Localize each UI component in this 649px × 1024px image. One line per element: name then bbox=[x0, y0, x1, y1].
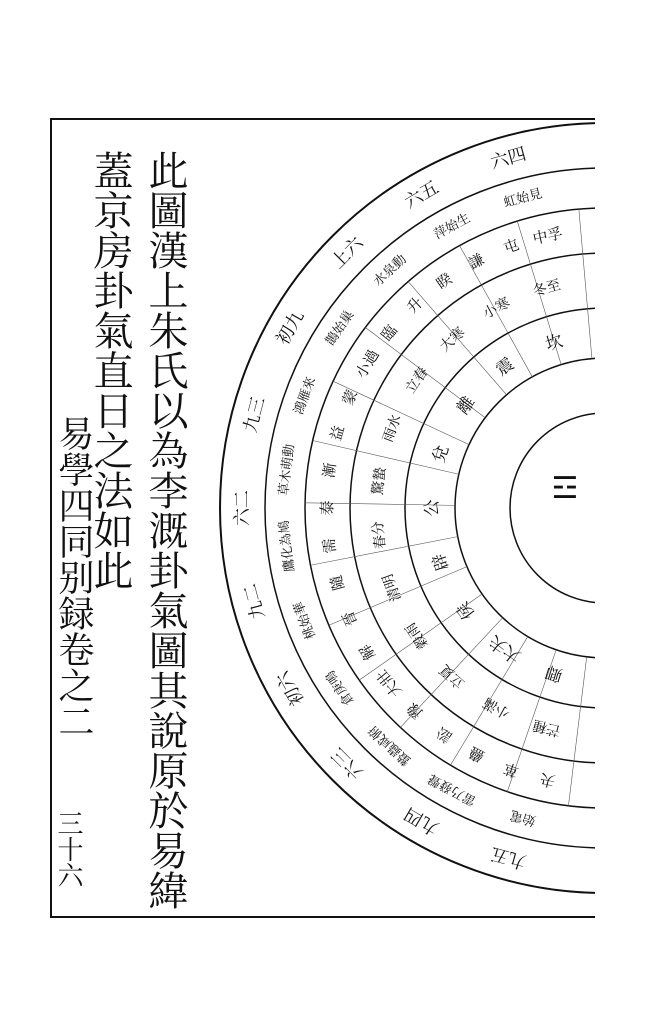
diagram-label: 中孚 bbox=[531, 224, 565, 248]
diagram-label: 訟 bbox=[432, 723, 456, 747]
diagram-label: 虹始見 bbox=[502, 186, 544, 211]
diagram-label: 六四 bbox=[488, 143, 529, 174]
diagram-label: 隨 bbox=[326, 573, 348, 593]
diagram-label: 小過 bbox=[351, 346, 383, 382]
diagram-label: 辟 bbox=[428, 550, 454, 574]
diagram-label: 鴻雁來 bbox=[291, 375, 320, 417]
diagram-label: 九三 bbox=[239, 394, 270, 435]
diagram-label: 升 bbox=[403, 293, 427, 317]
diagram-label: 漸 bbox=[319, 461, 340, 479]
diagram-label: 初九 bbox=[272, 306, 309, 349]
diagram-label: 晉 bbox=[338, 608, 362, 630]
diagram-label: 睽 bbox=[432, 269, 456, 293]
diagram-label: 卿 bbox=[543, 660, 566, 685]
diagram-label: 蒙 bbox=[338, 386, 362, 408]
diagram-label: 夬 bbox=[538, 769, 557, 791]
text-column-2: 蓋京房卦氣直日之法如此 bbox=[87, 150, 133, 590]
diagram-label: 立春 bbox=[402, 364, 432, 397]
text-column-1: 此圖漢上朱氏以為李溉卦氣圖其說原於易緯 bbox=[142, 150, 188, 910]
diagram-label: 春分 bbox=[370, 520, 390, 550]
diagram-label: 六二 bbox=[232, 490, 253, 526]
page-number: 三十六 bbox=[53, 810, 83, 888]
diagram-ring-2 bbox=[305, 208, 595, 808]
diagram-label: 桃始華 bbox=[291, 599, 320, 641]
diagram-label: 始電 bbox=[508, 806, 538, 828]
diagram-label: 穀雨 bbox=[402, 619, 432, 652]
diagram-label: 豫 bbox=[403, 699, 427, 723]
diagram-label: 大夫 bbox=[485, 630, 525, 667]
diagram-label: 鷹化為鳩 bbox=[276, 519, 298, 573]
diagram-label: 泰 bbox=[318, 500, 336, 516]
diagram-label: 九五 bbox=[488, 842, 529, 873]
diagram-label: 雷乃發聲 bbox=[425, 770, 479, 809]
diagram-label: 益 bbox=[326, 423, 348, 443]
page-frame-bottom bbox=[50, 916, 595, 918]
diagram-label: 小寒 bbox=[480, 294, 513, 323]
gua-qi-diagram bbox=[195, 118, 595, 916]
diagram-label: 公 bbox=[422, 499, 443, 517]
diagram-label: 倉庚鳴 bbox=[323, 667, 358, 709]
diagram-spoke bbox=[333, 381, 469, 444]
diagram-label: 初六 bbox=[272, 667, 309, 710]
diagram-label: 水泉動 bbox=[370, 252, 410, 290]
diagram-label: 驚蟄 bbox=[370, 466, 390, 496]
diagram-label: 蠱 bbox=[465, 743, 488, 766]
diagram-label: 坎 bbox=[543, 331, 566, 356]
diagram-label: 革 bbox=[501, 758, 522, 781]
diagram-label: 六五 bbox=[400, 177, 443, 214]
diagram-label: 解 bbox=[355, 641, 379, 664]
diagram-label: 九四 bbox=[400, 802, 443, 839]
diagram-label: 震 bbox=[492, 354, 518, 381]
diagram-label: 草木萌動 bbox=[276, 443, 298, 497]
diagram-label: 臨 bbox=[377, 321, 401, 345]
diagram-label: 清明 bbox=[379, 571, 405, 604]
diagram-label: 兌 bbox=[428, 442, 454, 466]
diagram-label: 需 bbox=[319, 537, 340, 555]
margin-title: 易學四同别録卷之二 bbox=[53, 415, 94, 739]
diagram-label: 侯 bbox=[453, 597, 480, 624]
diagram-label: 六三 bbox=[327, 742, 368, 784]
diagram-label: 鵲始巢 bbox=[323, 307, 358, 349]
diagram-label: 萍始生 bbox=[431, 210, 474, 243]
diagram-label: 大寒 bbox=[436, 324, 469, 356]
diagram-spoke bbox=[579, 209, 592, 358]
diagram-label: 九二 bbox=[239, 581, 270, 622]
diagram-label: 屯 bbox=[501, 235, 522, 258]
page-frame-left bbox=[50, 118, 52, 918]
diagram-label: 芒種 bbox=[531, 716, 563, 739]
diagram-label: 蟄蟲咸俯 bbox=[365, 722, 415, 769]
diagram-label: 雨水 bbox=[379, 412, 405, 445]
center-trigram: ☲ bbox=[551, 471, 579, 506]
diagram-label: 立夏 bbox=[436, 660, 469, 692]
diagram-label: 小滿 bbox=[480, 693, 513, 722]
diagram-label: 大壯 bbox=[372, 665, 406, 701]
diagram-label: 謙 bbox=[465, 250, 488, 273]
diagram-label: 冬至 bbox=[531, 277, 563, 300]
diagram-label: 離 bbox=[453, 392, 480, 419]
diagram-label: 上六 bbox=[327, 232, 368, 274]
diagram-ring-6 bbox=[510, 413, 595, 603]
diagram-spoke bbox=[568, 657, 586, 806]
